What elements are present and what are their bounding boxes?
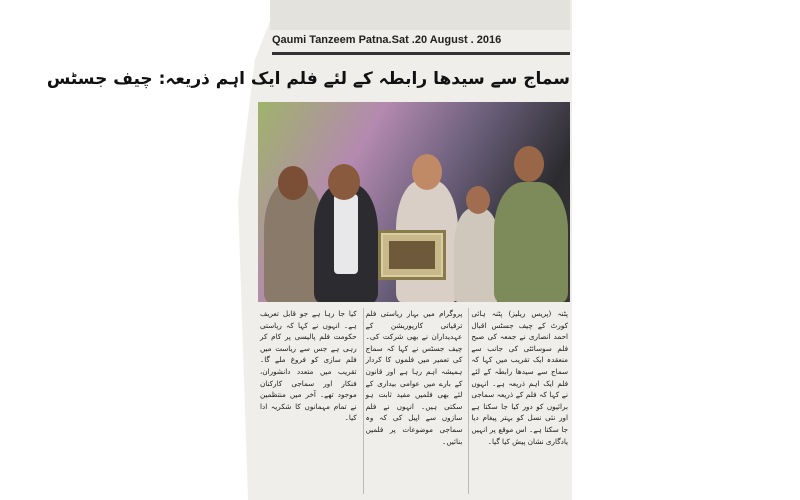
article-columns [258,308,570,494]
article-column-3: کیا جا رہا ہے جو قابل تعریف ہے۔ انہوں نے کہا کہ ریاستی حکومت فلم پالیسی پر کام کر رہی ہے جس سے ریاست میں فلم سازی کو فروغ ملے گا۔ تقریب میں متعدد دانشوران، فنکار اور سماجی کارکنان موجود تھے۔ آخر میں منتظمین نے تمام مہمانوں کا شکریہ ادا کیا۔ [260,309,357,423]
person-1-head [278,166,308,200]
headline: سماج سے سیدھا رابطہ کے لئے فلم ایک اہم ذریعہ: چیف جسٹس [46,69,570,89]
torn-edge [270,0,570,30]
news-photo [258,102,570,302]
plaque-picture [389,241,435,269]
person-2-shirt [334,194,358,274]
article-column-2: پروگرام میں بہار ریاستی فلم ترقیاتی کارپوریشن کے عہدیداران نے بھی شرکت کی۔ چیف جسٹس نے کہا کہ سماج کی تعمیر میں فلموں کا کردار ہمیشہ اہم رہا ہے اور قانون کے بارے میں عوامی بیداری کے لئے بھی فلمیں مفید ثابت ہو سکتی ہیں۔ انہوں نے فلم سازوں سے اپیل کی کہ وہ سماجی موضوعات پر فلمیں بنائیں۔ [363,308,465,494]
person-2-head [328,164,360,200]
person-5-head [514,146,544,182]
masthead: Qaumi Tanzeem Patna.Sat .20 August . 2016 [272,34,570,55]
person-5 [494,182,568,302]
award-plaque-icon [378,230,446,280]
person-3-head [412,154,442,190]
article-column-1: پٹنہ (پریس ریلیز) پٹنہ ہائی کورٹ کے چیف جسٹس اقبال احمد انصاری نے جمعہ کی صبح فلم سوسائٹی کی جانب سے منعقدہ ایک تقریب میں کہا کہ سماج سے سیدھا رابطہ کے لئے فلم ایک اہم ذریعہ ہے۔ انہوں نے کہا کہ فلم کے ذریعہ سماجی برائیوں کو دور کیا جا سکتا ہے اور نئی نسل کو بہتر پیغام دیا جا سکتا ہے۔ اس موقع پر انہیں یادگاری نشان پیش کیا گیا۔ [468,308,570,494]
person-4-head [466,186,490,214]
